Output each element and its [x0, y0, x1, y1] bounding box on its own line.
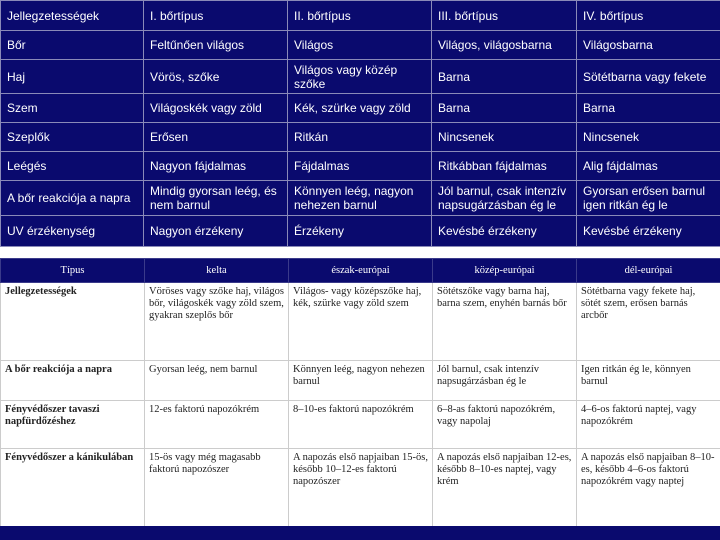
table-cell: Vörös, szőke [144, 60, 288, 94]
table1-header-row [1, 1, 720, 31]
table-cell: Ritkábban fájdalmas [432, 152, 577, 181]
table-cell: Világosbarna [577, 31, 720, 60]
table-row [1, 449, 720, 527]
table-cell: Barna [577, 94, 720, 123]
table-cell: 12-es faktorú napozókrém [145, 401, 289, 449]
table-row [1, 152, 720, 181]
row-label: Szeplők [1, 123, 144, 152]
table-cell: Nincsenek [577, 123, 720, 152]
table-cell: Kék, szürke vagy zöld [288, 94, 432, 123]
table2-header-cell: dél-európai [577, 259, 720, 283]
table1-header-cell: Jellegzetességek [1, 1, 144, 31]
table-row [1, 31, 720, 60]
table2-header-cell: észak-európai [289, 259, 433, 283]
skin-type-table [0, 0, 720, 247]
table-cell: Jól barnul, csak intenzív napsugárzásban ég le [433, 361, 577, 401]
table-cell: Gyorsan erősen barnul igen ritkán ég le [577, 181, 720, 216]
row-label: Jellegzetességek [1, 283, 145, 361]
table-cell: Alig fájdalmas [577, 152, 720, 181]
table-cell: Jól barnul, csak intenzív napsugárzásban ég le [432, 181, 577, 216]
table-cell: Sötétbarna vagy fekete haj, sötét szem, erősen barnás arcbőr [577, 283, 720, 361]
european-type-table [0, 258, 720, 527]
table-cell: Világoskék vagy zöld [144, 94, 288, 123]
table2-header-row [1, 259, 720, 283]
table-cell: 8–10-es faktorú napozókrém [289, 401, 433, 449]
table-cell: Világos, világosbarna [432, 31, 577, 60]
table-cell: Barna [432, 60, 577, 94]
row-label: Szem [1, 94, 144, 123]
row-label: Leégés [1, 152, 144, 181]
table-cell: Könnyen leég, nagyon nehezen barnul [289, 361, 433, 401]
table-cell: Világos vagy közép szőke [288, 60, 432, 94]
table-row [1, 361, 720, 401]
table2-header-cell: közép-európai [433, 259, 577, 283]
table1-header-cell: III. bőrtípus [432, 1, 577, 31]
table1-header-cell: I. bőrtípus [144, 1, 288, 31]
row-label: A bőr reakciója a napra [1, 181, 144, 216]
table-cell: 6–8-as faktorú napozókrém, vagy napolaj [433, 401, 577, 449]
table-cell: Sötétbarna vagy fekete [577, 60, 720, 94]
table-cell: Kevésbé érzékeny [577, 216, 720, 247]
row-label: A bőr reakciója a napra [1, 361, 145, 401]
table-row [1, 181, 720, 216]
table-cell: 4–6-os faktorú naptej, vagy napozókrém [577, 401, 720, 449]
table-cell: Világos- vagy középszőke haj, kék, szürke vagy zöld szem [289, 283, 433, 361]
table-row [1, 216, 720, 247]
table-cell: A napozás első napjaiban 12-es, később 8–10-es naptej, vagy krém [433, 449, 577, 527]
table-cell: Nagyon fájdalmas [144, 152, 288, 181]
table-cell: Igen ritkán ég le, könnyen barnul [577, 361, 720, 401]
table-cell: Gyorsan leég, nem barnul [145, 361, 289, 401]
bottom-bar [0, 526, 720, 540]
row-label: UV érzékenység [1, 216, 144, 247]
table-cell: A napozás első napjaiban 15-ös, később 10–12-es faktorú napozószer [289, 449, 433, 527]
table-row [1, 60, 720, 94]
row-label: Haj [1, 60, 144, 94]
table-row [1, 283, 720, 361]
row-label: Bőr [1, 31, 144, 60]
row-label: Fényvédőszer a kánikulában [1, 449, 145, 527]
table2-header-cell: Típus [1, 259, 145, 283]
table-row [1, 401, 720, 449]
table-cell: Kevésbé érzékeny [432, 216, 577, 247]
table1-header-cell: II. bőrtípus [288, 1, 432, 31]
table-cell: Ritkán [288, 123, 432, 152]
table-cell: Mindig gyorsan leég, és nem barnul [144, 181, 288, 216]
table-cell: Feltűnően világos [144, 31, 288, 60]
table-cell: 15-ös vagy még magasabb faktorú napozószer [145, 449, 289, 527]
table-cell: A napozás első napjaiban 8–10-es, később 4–6-os faktorú napozókrém vagy naptej [577, 449, 720, 527]
table1-header-cell: IV. bőrtípus [577, 1, 720, 31]
table-cell: Fájdalmas [288, 152, 432, 181]
table-cell: Nagyon érzékeny [144, 216, 288, 247]
table-cell: Vöröses vagy szőke haj, világos bőr, világoskék vagy zöld szem, gyakran szeplős bőr [145, 283, 289, 361]
table-row [1, 123, 720, 152]
table-cell: Világos [288, 31, 432, 60]
table-cell: Érzékeny [288, 216, 432, 247]
row-label: Fényvédőszer tavaszi napfürdőzéshez [1, 401, 145, 449]
table-cell: Barna [432, 94, 577, 123]
table-cell: Nincsenek [432, 123, 577, 152]
table-row [1, 94, 720, 123]
table-cell: Sötétszőke vagy barna haj, barna szem, enyhén barnás bőr [433, 283, 577, 361]
table2-header-cell: kelta [145, 259, 289, 283]
table-cell: Erősen [144, 123, 288, 152]
table-cell: Könnyen leég, nagyon nehezen barnul [288, 181, 432, 216]
